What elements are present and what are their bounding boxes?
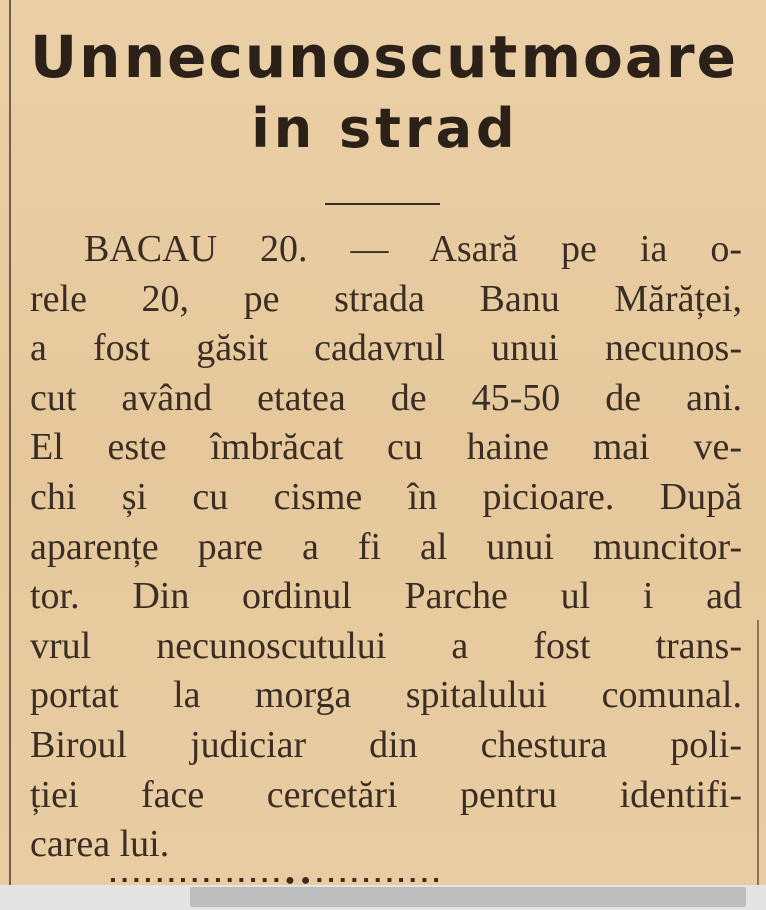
article-line: aparențe pare a fi al unui muncitor- bbox=[30, 525, 742, 568]
article-line: cut având etatea de 45-50 de ani. bbox=[30, 376, 742, 419]
headline-word-1: Un bbox=[30, 23, 123, 91]
article-line: vrul necunoscutului a fost trans- bbox=[30, 624, 742, 667]
headline-word-2: necunoscut bbox=[123, 23, 520, 91]
article-line: a fost găsit cadavrul unui necunos- bbox=[30, 327, 742, 370]
column-rule-left bbox=[9, 0, 11, 885]
cut-off-ornament: ▪▪▪▪▪▪▪▪▪▪▪▪▪▪▪●●▪▪▪▪▪▪▪▪▪▪▪ bbox=[110, 872, 445, 885]
article-line: BACAU 20. — Asară pe ia o- bbox=[84, 228, 742, 270]
article-line: tor. Din ordinul Parche ul i ad bbox=[30, 575, 742, 618]
headline-divider bbox=[325, 203, 440, 205]
headline-line-1 bbox=[20, 23, 750, 91]
headline-word-3: moare bbox=[520, 23, 738, 91]
article-line: carea lui. bbox=[30, 823, 170, 866]
article-line: portat la morga spitalului comunal. bbox=[30, 674, 742, 717]
horizontal-scrollbar[interactable] bbox=[190, 887, 746, 907]
article-body bbox=[30, 225, 742, 870]
article-line: ției face cercetări pentru identifi- bbox=[30, 773, 742, 816]
article-line: rele 20, pe strada Banu Mărăței, bbox=[30, 277, 742, 320]
article-line: Biroul judiciar din chestura poli- bbox=[30, 723, 742, 766]
article-line: chi și cu cisme în picioare. După bbox=[30, 475, 742, 518]
headline-line-2: in strad bbox=[251, 97, 519, 160]
article-headline bbox=[20, 23, 750, 160]
article-line: El este îmbrăcat cu haine mai ve- bbox=[30, 426, 742, 469]
column-rule-right bbox=[757, 620, 759, 885]
